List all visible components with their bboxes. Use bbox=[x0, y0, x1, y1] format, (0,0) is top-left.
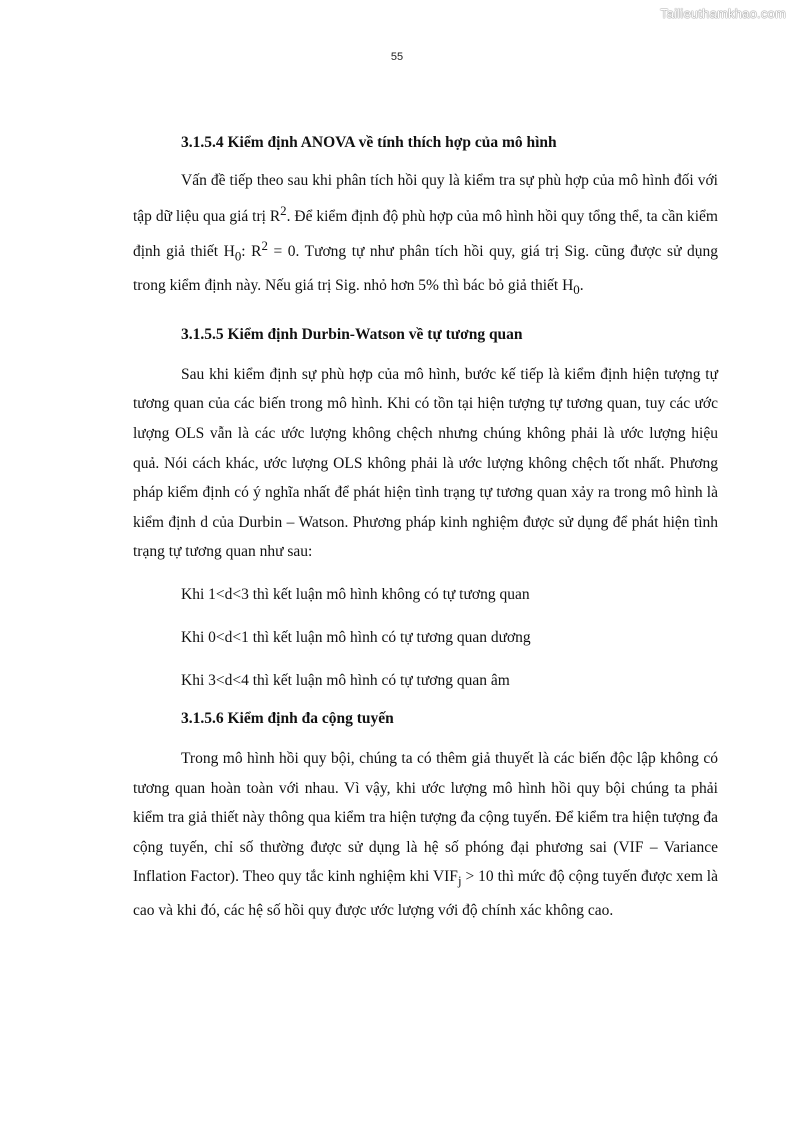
document-body bbox=[133, 126, 718, 926]
paragraph-durbin-watson: Sau khi kiểm định sự phù hợp của mô hình, bước kế tiếp là kiểm định hiện tượng tự tương quan của các biến trong mô hình. Khi có tồn tại hiện tượng tự tương quan, tuy các ước lượng OLS vẫn là các ước lượng không chệch nhưng chúng không phải là ước lượng hiệu quả. Nói cách khác, ước lượng OLS không phải là ước lượng không chệch tốt nhất. Phương pháp kiểm định có ý nghĩa nhất để phát hiện tình trạng tự tương quan xảy ra trong mô hình là kiểm định d của Durbin – Watson. Phương pháp kinh nghiệm được sử dụng để phát hiện tình trạng tự tương quan như sau: bbox=[133, 365, 718, 561]
heading-durbin-watson: 3.1.5.5 Kiểm định Durbin-Watson về tự tương quan bbox=[181, 325, 523, 343]
rule-item: Khi 1<d<3 thì kết luận mô hình không có tự tương quan bbox=[181, 586, 530, 604]
page-number: 55 bbox=[390, 51, 404, 63]
paragraph-multicollinearity: Trong mô hình hồi quy bội, chúng ta có thêm giả thuyết là các biến độc lập không có tương quan hoàn toàn với nhau. Vì vậy, khi ước lượng mô hình hồi quy bội chúng ta phải kiểm tra giả thiết này thông qua kiểm tra hiện tượng đa cộng tuyến. Để kiểm tra hiện tượng đa cộng tuyến, chỉ số thường được sử dụng là hệ số phóng đại phương sai (VIF – Variance Inflation Factor). Theo quy tắc kinh nghiệm khi $VIF_j > 10$ thì mức độ cộng tuyến được xem là cao và khi đó, các hệ số hồi quy được ước lượng với độ chính xác không cao. bbox=[133, 750, 718, 920]
heading-multicollinearity: 3.1.5.6 Kiểm định đa cộng tuyến bbox=[181, 710, 394, 728]
watermark-text: Tailieuthamkhao.com bbox=[660, 6, 786, 21]
rule-item: Khi 0<d<1 thì kết luận mô hình có tự tương quan dương bbox=[181, 629, 531, 647]
heading-anova: 3.1.5.4 Kiểm định ANOVA về tính thích hợp của mô hình bbox=[181, 134, 557, 151]
rule-item: Khi 3<d<4 thì kết luận mô hình có tự tương quan âm bbox=[181, 672, 510, 690]
paragraph-anova: Vấn đề tiếp theo sau khi phân tích hồi quy là kiểm tra sự phù hợp của mô hình đối với tập dữ liệu qua giá trị $R^2$. Để kiểm định độ phù hợp của mô hình hồi quy tổng thể, ta cần kiểm định giả thiết $H_0$: $R^2 = 0$. Tương tự như phân tích hồi quy, giá trị Sig. cũng được sử dụng trong kiểm định này. Nếu giá trị Sig. nhỏ hơn 5% thì bác bỏ giả thiết $H_0$. bbox=[133, 172, 718, 298]
